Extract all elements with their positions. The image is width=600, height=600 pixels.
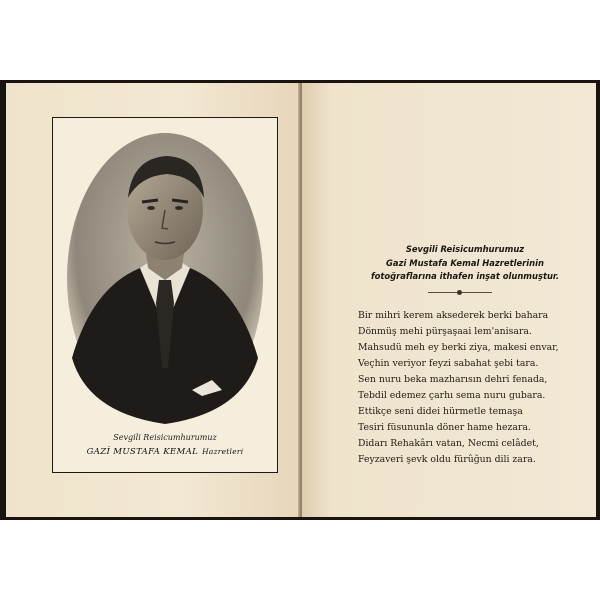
portrait-photo-icon <box>62 128 268 424</box>
caption-name-text: GAZİ MUSTAFA KEMAL <box>86 447 199 457</box>
dedication-line-3: fotoğraflarına ithafen inşat olunmuştur. <box>370 271 560 281</box>
poem-line: Tesiri füsununla döner hame hezara. <box>358 422 531 433</box>
poem-line: Bir mihri kerem aksederek berki bahara <box>358 310 549 321</box>
poem-line: Tebdil edemez çarhı sema nuru gubara. <box>358 390 546 401</box>
poem <box>358 308 598 468</box>
poem-line: Feyzaveri şevk oldu fürûğun dili zara. <box>358 454 536 465</box>
poem-line: Sen nuru beka mazharısın dehri fenada, <box>358 374 548 385</box>
poem-line: Veçhin veriyor feyzi sabahat şebi tara. <box>358 358 539 369</box>
caption-title-text: Hazretleri <box>202 447 244 456</box>
ornament-dot-icon <box>457 290 462 295</box>
dedication-line-2: Gazi Mustafa Kemal Hazretlerinin <box>386 258 544 268</box>
poem-line: Dönmüş mehi pürşaşaai lem'anisara. <box>358 326 532 337</box>
dedication-line-1: Sevgili Reisicumhurumuz <box>405 244 525 254</box>
poem-line: Ettikçe seni didei hürmetle temaşa <box>358 406 523 417</box>
poem-line: Mahsudü meh ey berki ziya, makesi envar, <box>358 342 559 353</box>
poem-line: Didarı Rehakârı vatan, Necmi celâdet, <box>358 438 539 449</box>
portrait-caption-line1: Sevgili Reisicumhurumuz <box>113 433 217 442</box>
portrait-caption-name <box>52 447 278 457</box>
